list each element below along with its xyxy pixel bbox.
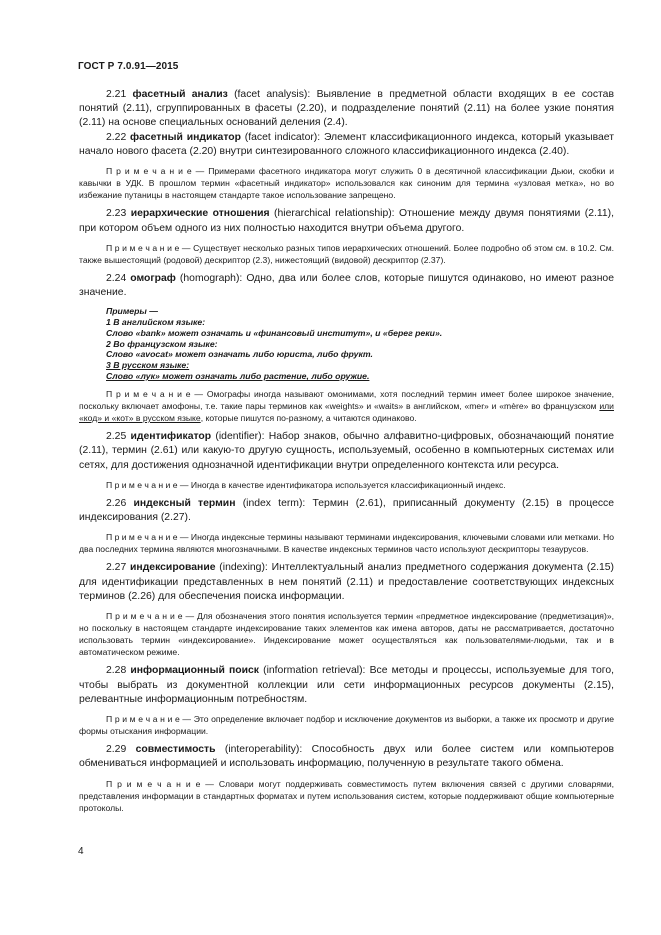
entry-term: фасетный анализ xyxy=(132,89,228,100)
entry-term: индексный термин xyxy=(133,497,236,509)
note-text: Словари могут поддерживать совместимость путем включения связей с другими словарями, представления информации в стандартных форматах и путем использования систем, которые поддерживают общие компьютерные протоколы. xyxy=(79,778,615,813)
examples-title: Примеры — xyxy=(106,306,158,317)
entry-number: 2.27 xyxy=(106,562,127,574)
entry-term: омограф xyxy=(130,272,176,284)
page-content xyxy=(79,88,614,814)
entry-english: (facet indicator): xyxy=(244,131,321,143)
example-line: Слово «avocat» может означать либо юриста, либо фрукт. xyxy=(106,349,373,360)
entry-term: совместимость xyxy=(135,744,216,756)
example-line: 3 В русском языке: xyxy=(106,360,190,371)
page-number: 4 xyxy=(78,846,84,857)
entry-2-28 xyxy=(79,664,614,707)
note-label: П р и м е ч а н и е — xyxy=(106,166,205,177)
entry-number: 2.29 xyxy=(106,744,127,756)
entry-2-29 xyxy=(79,743,614,771)
note-2-24 xyxy=(79,388,614,424)
entry-2-24 xyxy=(79,272,614,300)
entry-2-22 xyxy=(79,131,614,159)
note-label: П р и м е ч а н и е — xyxy=(106,532,189,543)
entry-number: 2.26 xyxy=(106,497,127,509)
page-header: ГОСТ Р 7.0.91—2015 xyxy=(78,61,179,72)
entry-english: (hierarchical relationship): xyxy=(274,208,395,220)
note-label: П р и м е ч а н и е — xyxy=(106,388,203,399)
entry-number: 2.21 xyxy=(106,89,127,100)
entry-definition: Интеллектуальный анализ предметного содержания документа (2.15) для идентификации представленных в нем понятий (2.11) и предоставление соответствующих индексных терминов (2.26) для обеспечения поиска информации. xyxy=(79,562,615,602)
entry-definition: Способность двух или более систем или компьютеров обмениваться информацией и использовать информацию, полученную в результате такого обмена. xyxy=(79,744,615,770)
example-line: 1 В английском языке: xyxy=(106,317,206,328)
entry-number: 2.25 xyxy=(106,431,127,443)
example-line: Слово «bank» может означать и «финансовый институт», и «берег реки». xyxy=(106,327,443,338)
note-label: П р и м е ч а н и е — xyxy=(106,611,195,622)
note-text: Существует несколько разных типов иерархических отношений. Более подробно об этом см. в 10.2. См. также вышестоящий (родовой) дескриптор (2.3), нижестоящий (видовой) дескриптор (2.37). xyxy=(79,242,614,265)
entry-definition: Термин (2.61), приписанный документу (2.15) в процессе индексирования (2.27). xyxy=(79,497,615,524)
entry-2-25 xyxy=(79,430,614,473)
entry-definition: Одно, два или более слов, которые пишутся одинаково, но имеют разное значение. xyxy=(79,272,614,299)
entry-definition: Все методы и процессы, используемые для того, чтобы выбрать из документной коллекции или сети информационных ресурсов документы (2.15), релевантные информационным потребностям. xyxy=(79,665,614,705)
entry-definition: Элемент классификационного индекса, который указывает начало нового фасета (2.20) внутри синтезированного сложного классификационного индекса (2.40). xyxy=(79,131,614,157)
entry-english: (homograph): xyxy=(179,272,243,284)
note-label: П р и м е ч а н и е — xyxy=(106,714,192,725)
entry-definition: Набор знаков, обычно алфавитно-цифровых, обозначающий понятие (2.11), термин (2.61) или какую-то другую сущность, используемый, особенно в компьютерных системах или сетях, для достижения однозначной идентификации внутри определенного контекста или ресурса. xyxy=(79,431,614,471)
entry-english: (identifier): xyxy=(215,431,265,443)
entry-term: иерархические отношения xyxy=(130,208,270,220)
entry-english: (information retrieval): xyxy=(263,665,366,677)
entry-2-26 xyxy=(79,497,614,525)
entry-term: фасетный индикатор xyxy=(130,131,241,143)
entry-number: 2.22 xyxy=(106,131,127,143)
entry-english: (index term): xyxy=(242,497,306,509)
note-label: П р и м е ч а н и е — xyxy=(106,778,214,789)
example-line: 2 Во французском языке: xyxy=(106,338,218,349)
examples-block xyxy=(79,306,614,382)
entry-definition: Выявление в предметной области входящих в ее состав понятий (2.11), сгруппированных в фасеты (2.20), и подразделение понятий (2.11) на более узкие понятия (2.11) на основе специальных оснований деления (2.4). xyxy=(79,89,614,129)
note-2-29 xyxy=(79,778,614,814)
note-text: Примерами фасетного индикатора могут служить 0 в десятичной классификации Дьюи, скобки и кавычки в УДК. В прошлом термин «фасетный индикатор» использовался как синоним для термина «узловая метка», но во избежание путаницы в настоящем стандарте такое использование запрещено. xyxy=(79,166,615,201)
entry-number: 2.24 xyxy=(106,272,127,284)
note-text-end: , которые пишутся по-разному, а читаются одинаково. xyxy=(200,413,417,424)
entry-english: (facet analysis): xyxy=(234,89,311,100)
note-text: Это определение включает подбор и исключение документов из выборки, а также их просмотр и другие формы отыскания информации. xyxy=(79,714,615,737)
entry-definition: Отношение между двумя понятиями (2.11), при котором объем одного из них полностью находится внутри объема другого. xyxy=(79,208,614,234)
note-underlined-text: или «код» и «кот» в русском языке xyxy=(79,400,614,424)
note-label: П р и м е ч а н и е — xyxy=(106,242,191,253)
entry-2-23 xyxy=(79,207,614,235)
note-label: П р и м е ч а н и е — xyxy=(106,479,189,490)
entry-number: 2.23 xyxy=(106,208,127,220)
note-text: Омографы иногда называют омонимами, хотя последний термин имеет более широкое значение, поскольку включает амофоны, т.е. такие пары терминов как «weights» и «waits» в английском, «mer» и «mère» во французском xyxy=(79,388,614,411)
note-text: Иногда индексные термины называют терминами индексирования, ключевыми словами или метками. Но два последних термина являются многозначными. В качестве индексных терминов часто используют дескрипторы тезаурусов. xyxy=(79,532,614,555)
note-2-25 xyxy=(79,479,614,491)
note-2-28 xyxy=(79,713,614,737)
entry-english: (interoperability): xyxy=(224,744,303,756)
entry-number: 2.28 xyxy=(106,665,127,677)
note-2-26 xyxy=(79,531,614,555)
entry-term: индексирование xyxy=(130,562,216,574)
note-2-22 xyxy=(79,165,614,201)
example-line: Слово «лук» может означать либо растение, либо оружие. xyxy=(106,371,370,382)
note-text: Для обозначения этого понятия используется термин «предметное индексирование (предметизация)», но поскольку в настоящем стандарте индексирование таких элементов как имена авторов, даты не рассматривается, достаточно использовать термин «индексирование». Индексирование может осуществляться как пользователями-людьми, так и в автоматическом режиме. xyxy=(79,611,614,658)
note-2-27 xyxy=(79,610,614,658)
entry-2-21 xyxy=(79,88,614,131)
entry-term: идентификатор xyxy=(130,431,212,443)
note-text: Иногда в качестве идентификатора используется классификационный индекс. xyxy=(190,479,506,490)
note-2-23 xyxy=(79,242,614,266)
entry-english: (indexing): xyxy=(219,562,268,574)
entry-2-27 xyxy=(79,561,614,604)
entry-term: информационный поиск xyxy=(130,665,259,677)
